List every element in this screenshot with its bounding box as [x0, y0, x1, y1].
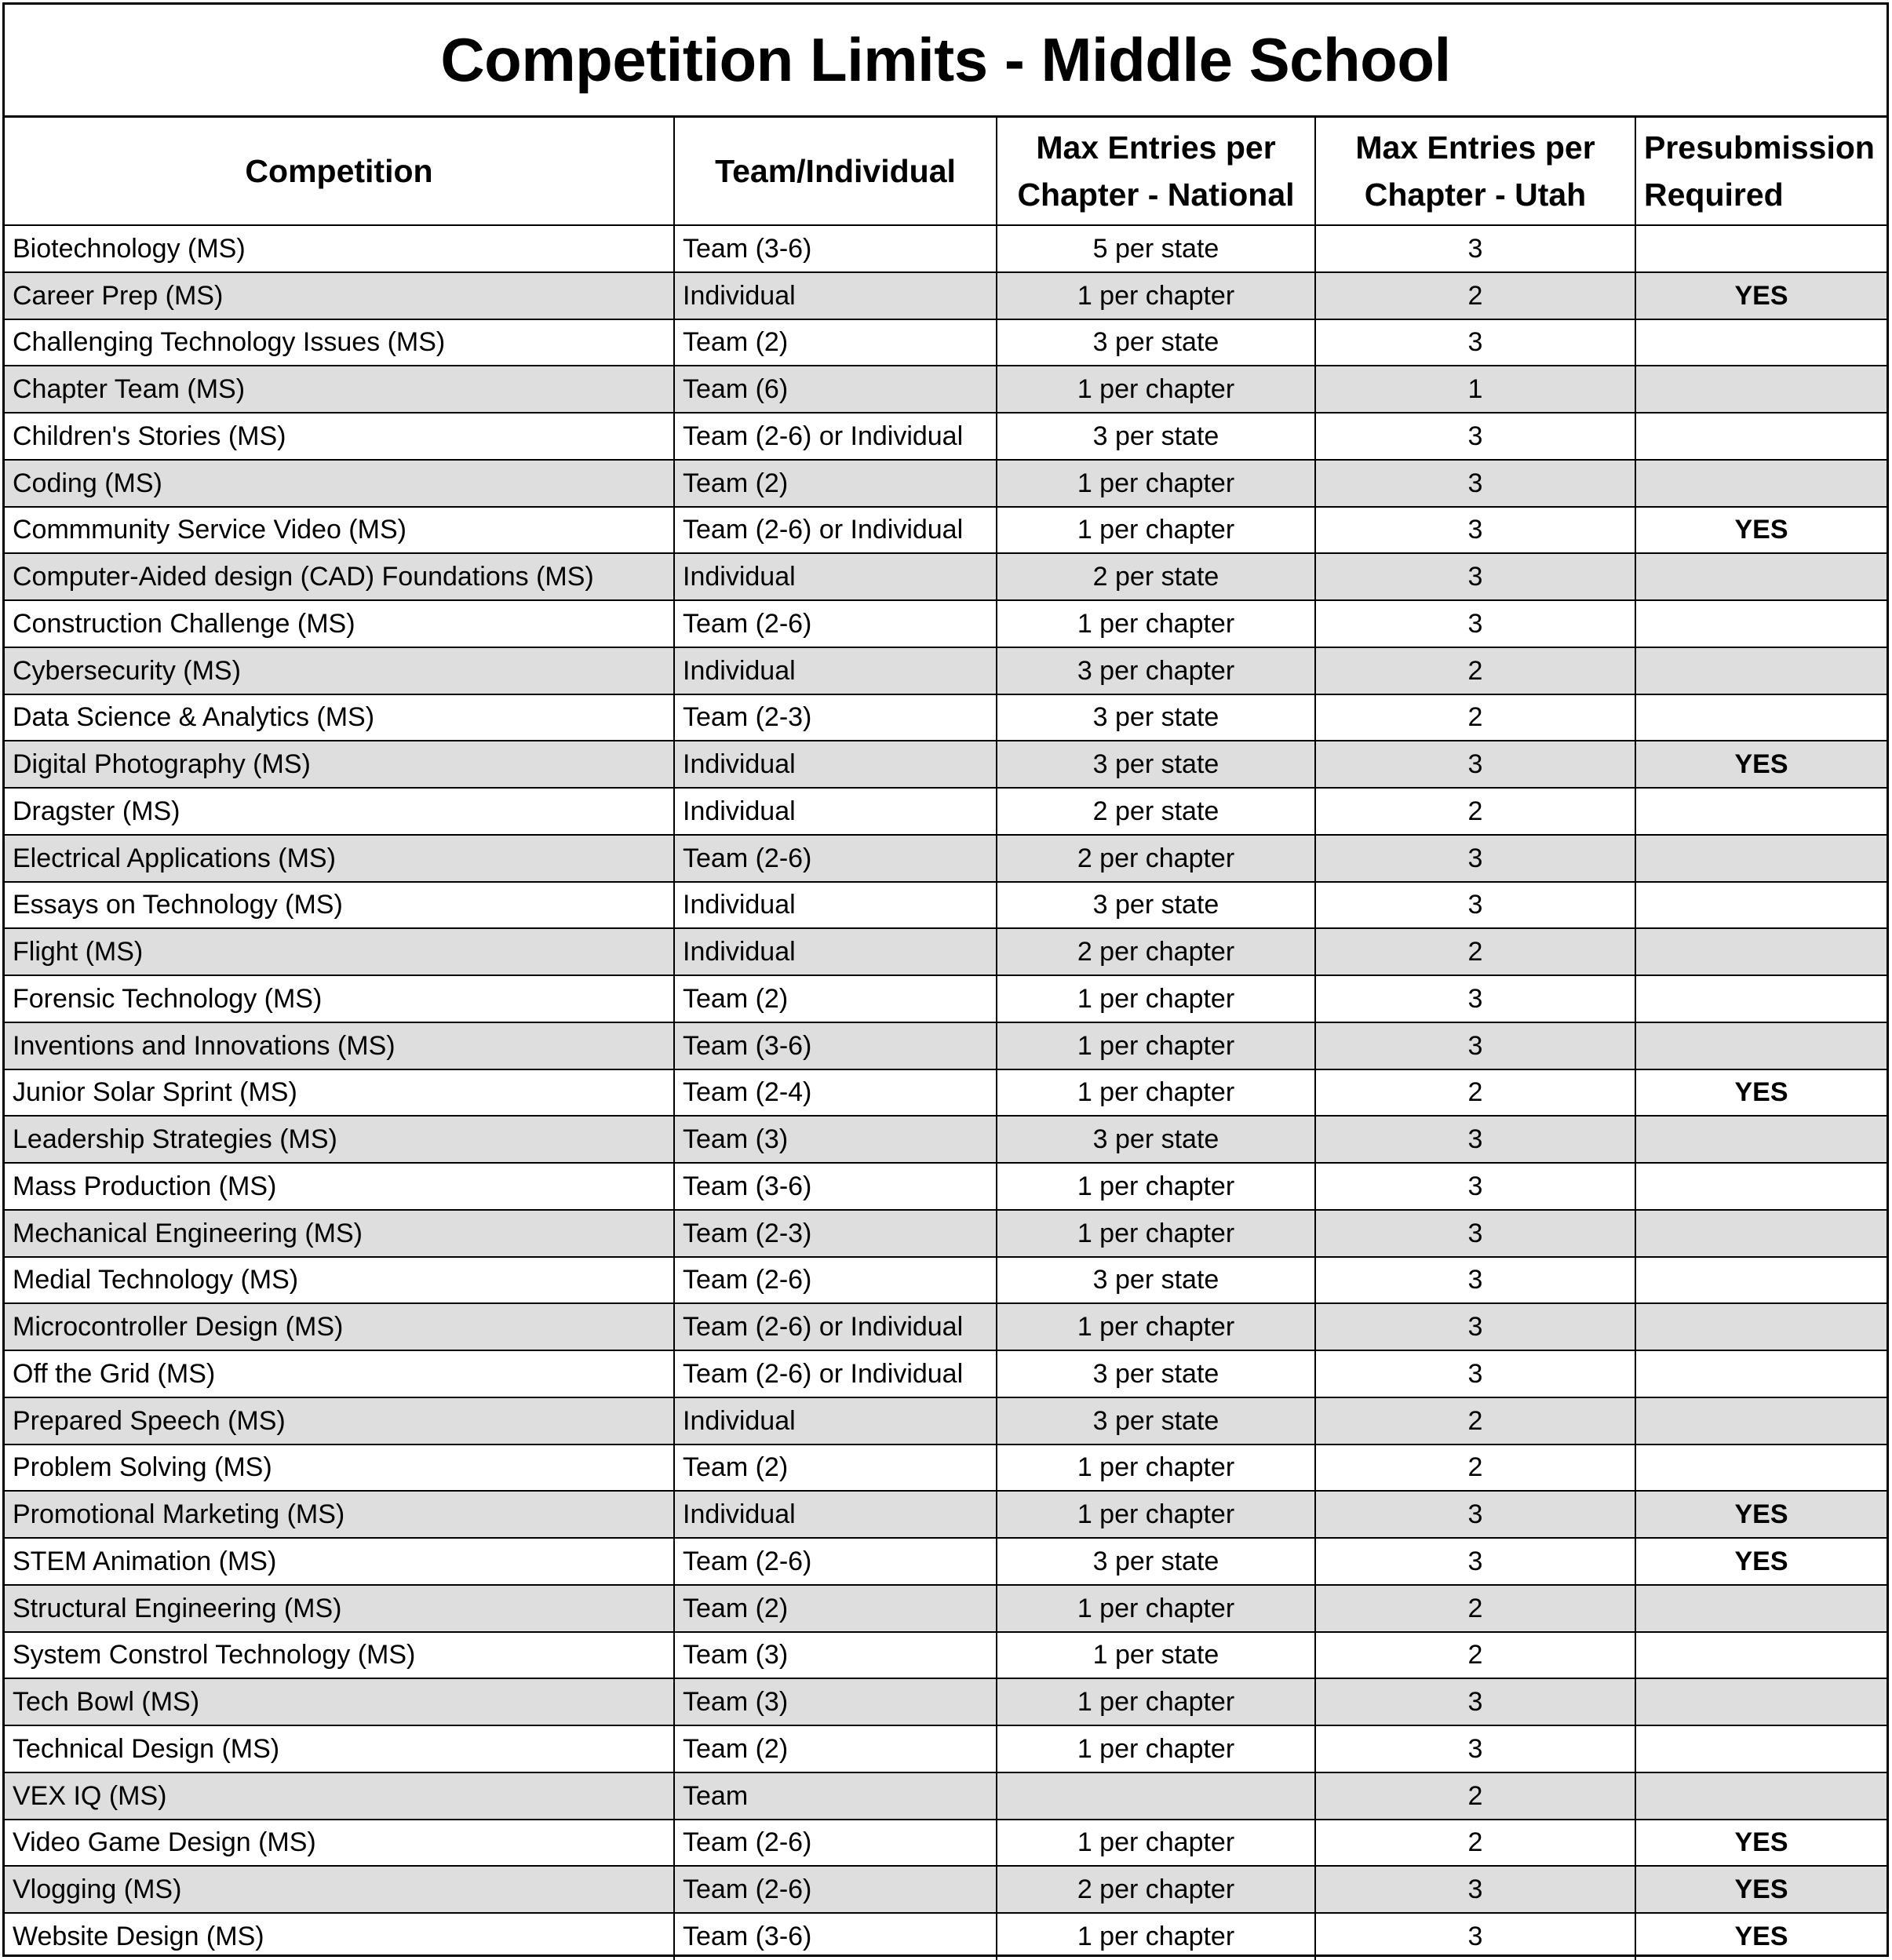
team-individual-cell: Team (2-6) — [674, 1866, 997, 1913]
team-individual-cell: Team (2-6) or Individual — [674, 1350, 997, 1397]
team-individual-cell: Team (3-6) — [674, 225, 997, 272]
table-row — [5, 600, 1887, 647]
competition-cell: Children's Stories (MS) — [5, 413, 674, 460]
max-national-cell: 1 per chapter — [997, 975, 1315, 1022]
presubmission-cell — [1635, 694, 1887, 741]
team-individual-cell: Team (2-6) — [674, 1820, 997, 1867]
page-title: Competition Limits - Middle School — [5, 5, 1887, 118]
max-utah-cell: 3 — [1315, 835, 1635, 882]
presubmission-cell: YES — [1635, 1866, 1887, 1913]
presubmission-cell — [1635, 788, 1887, 835]
table-row — [5, 413, 1887, 460]
team-individual-cell: Individual — [674, 882, 997, 929]
max-utah-cell: 3 — [1315, 1913, 1635, 1960]
max-utah-cell: 3 — [1315, 1538, 1635, 1585]
presubmission-cell — [1635, 1678, 1887, 1725]
competition-cell: Essays on Technology (MS) — [5, 882, 674, 929]
max-national-cell: 2 per chapter — [997, 928, 1315, 975]
team-individual-cell: Team (2) — [674, 319, 997, 366]
competition-cell: Dragster (MS) — [5, 788, 674, 835]
max-utah-cell: 3 — [1315, 1725, 1635, 1772]
max-utah-cell: 3 — [1315, 507, 1635, 554]
presubmission-cell — [1635, 413, 1887, 460]
team-individual-cell: Team (2-6) — [674, 1257, 997, 1304]
table-row — [5, 507, 1887, 554]
max-utah-cell: 3 — [1315, 600, 1635, 647]
presubmission-cell — [1635, 1210, 1887, 1257]
presubmission-cell: YES — [1635, 1913, 1887, 1960]
presubmission-cell — [1635, 835, 1887, 882]
competition-cell: Leadership Strategies (MS) — [5, 1116, 674, 1163]
max-national-cell: 1 per chapter — [997, 460, 1315, 507]
presubmission-cell: YES — [1635, 272, 1887, 319]
table-row — [5, 1116, 1887, 1163]
presubmission-cell — [1635, 460, 1887, 507]
competition-cell: Medial Technology (MS) — [5, 1257, 674, 1304]
presubmission-cell — [1635, 975, 1887, 1022]
team-individual-cell: Individual — [674, 928, 997, 975]
competition-cell: Forensic Technology (MS) — [5, 975, 674, 1022]
presubmission-cell — [1635, 928, 1887, 975]
column-header-competition: Competition — [5, 118, 674, 225]
presubmission-cell: YES — [1635, 741, 1887, 788]
table-body — [5, 225, 1887, 1960]
competition-cell: Technical Design (MS) — [5, 1725, 674, 1772]
presubmission-cell — [1635, 1725, 1887, 1772]
competition-cell: VEX IQ (MS) — [5, 1772, 674, 1820]
competition-cell: Career Prep (MS) — [5, 272, 674, 319]
max-utah-cell: 3 — [1315, 1350, 1635, 1397]
max-national-cell: 3 per chapter — [997, 647, 1315, 694]
table-row — [5, 1350, 1887, 1397]
max-utah-cell: 3 — [1315, 1257, 1635, 1304]
competition-cell: Flight (MS) — [5, 928, 674, 975]
max-utah-cell: 3 — [1315, 1210, 1635, 1257]
table-row — [5, 1303, 1887, 1350]
competition-table — [5, 118, 1887, 1960]
max-utah-cell: 2 — [1315, 272, 1635, 319]
max-national-cell: 2 per chapter — [997, 835, 1315, 882]
max-national-cell: 2 per state — [997, 788, 1315, 835]
team-individual-cell: Team (3) — [674, 1116, 997, 1163]
presubmission-cell: YES — [1635, 1820, 1887, 1867]
competition-cell: Construction Challenge (MS) — [5, 600, 674, 647]
max-utah-cell: 2 — [1315, 1632, 1635, 1679]
competition-cell: Structural Engineering (MS) — [5, 1585, 674, 1632]
presubmission-cell — [1635, 647, 1887, 694]
max-national-cell: 3 per state — [997, 1257, 1315, 1304]
max-national-cell: 3 per state — [997, 1538, 1315, 1585]
competition-cell: Commmunity Service Video (MS) — [5, 507, 674, 554]
competition-cell: Data Science & Analytics (MS) — [5, 694, 674, 741]
table-row — [5, 1491, 1887, 1538]
presubmission-cell — [1635, 1632, 1887, 1679]
team-individual-cell: Team (3-6) — [674, 1163, 997, 1210]
table-row — [5, 1913, 1887, 1960]
max-national-cell: 1 per chapter — [997, 1585, 1315, 1632]
max-national-cell: 3 per state — [997, 1350, 1315, 1397]
max-national-cell: 1 per chapter — [997, 507, 1315, 554]
column-header-presubmission: Presubmission Required — [1635, 118, 1887, 225]
table-row — [5, 1257, 1887, 1304]
table-row — [5, 1632, 1887, 1679]
table-row — [5, 1585, 1887, 1632]
presubmission-cell — [1635, 1257, 1887, 1304]
competition-cell: Mechanical Engineering (MS) — [5, 1210, 674, 1257]
presubmission-cell — [1635, 1350, 1887, 1397]
max-utah-cell: 3 — [1315, 882, 1635, 929]
max-national-cell: 3 per state — [997, 694, 1315, 741]
table-row — [5, 272, 1887, 319]
column-header-max-national: Max Entries per Chapter - National — [997, 118, 1315, 225]
presubmission-cell — [1635, 319, 1887, 366]
column-header-max-utah: Max Entries per Chapter - Utah — [1315, 118, 1635, 225]
presubmission-cell — [1635, 1585, 1887, 1632]
max-national-cell: 1 per chapter — [997, 1913, 1315, 1960]
table-row — [5, 1866, 1887, 1913]
max-utah-cell: 3 — [1315, 1022, 1635, 1069]
competition-cell: Video Game Design (MS) — [5, 1820, 674, 1867]
max-national-cell: 3 per state — [997, 741, 1315, 788]
team-individual-cell: Team (2) — [674, 1725, 997, 1772]
table-row — [5, 928, 1887, 975]
competition-cell: Vlogging (MS) — [5, 1866, 674, 1913]
team-individual-cell: Team (2-3) — [674, 1210, 997, 1257]
max-utah-cell: 3 — [1315, 1116, 1635, 1163]
max-national-cell: 1 per chapter — [997, 1820, 1315, 1867]
table-row — [5, 1022, 1887, 1069]
presubmission-cell — [1635, 1772, 1887, 1820]
competition-cell: Website Design (MS) — [5, 1913, 674, 1960]
max-national-cell — [997, 1772, 1315, 1820]
table-row — [5, 1210, 1887, 1257]
table-row — [5, 975, 1887, 1022]
team-individual-cell: Team (2-6) — [674, 1538, 997, 1585]
presubmission-cell — [1635, 1116, 1887, 1163]
competition-limits-sheet — [2, 2, 1889, 1957]
max-national-cell: 1 per chapter — [997, 1069, 1315, 1117]
table-row — [5, 1820, 1887, 1867]
table-row — [5, 1678, 1887, 1725]
team-individual-cell: Team (3) — [674, 1632, 997, 1679]
table-row — [5, 835, 1887, 882]
table-row — [5, 1772, 1887, 1820]
max-utah-cell: 2 — [1315, 1820, 1635, 1867]
max-national-cell: 3 per state — [997, 1116, 1315, 1163]
max-national-cell: 1 per chapter — [997, 366, 1315, 413]
competition-cell: Junior Solar Sprint (MS) — [5, 1069, 674, 1117]
table-row — [5, 553, 1887, 600]
competition-cell: Challenging Technology Issues (MS) — [5, 319, 674, 366]
table-row — [5, 1069, 1887, 1117]
max-utah-cell: 3 — [1315, 1678, 1635, 1725]
team-individual-cell: Individual — [674, 1397, 997, 1444]
team-individual-cell: Team (2) — [674, 1444, 997, 1492]
competition-cell: Problem Solving (MS) — [5, 1444, 674, 1492]
table-row — [5, 882, 1887, 929]
max-national-cell: 1 per chapter — [997, 272, 1315, 319]
team-individual-cell: Team (2) — [674, 975, 997, 1022]
max-national-cell: 1 per state — [997, 1632, 1315, 1679]
max-utah-cell: 2 — [1315, 1772, 1635, 1820]
column-header-team-individual: Team/Individual — [674, 118, 997, 225]
max-national-cell: 1 per chapter — [997, 1491, 1315, 1538]
team-individual-cell: Individual — [674, 553, 997, 600]
table-row — [5, 741, 1887, 788]
competition-cell: Chapter Team (MS) — [5, 366, 674, 413]
team-individual-cell: Team (2-3) — [674, 694, 997, 741]
presubmission-cell — [1635, 1163, 1887, 1210]
table-row — [5, 1397, 1887, 1444]
competition-cell: Off the Grid (MS) — [5, 1350, 674, 1397]
max-national-cell: 3 per state — [997, 413, 1315, 460]
presubmission-cell: YES — [1635, 507, 1887, 554]
presubmission-cell — [1635, 1022, 1887, 1069]
table-row — [5, 1444, 1887, 1492]
max-national-cell: 1 per chapter — [997, 1163, 1315, 1210]
max-utah-cell: 3 — [1315, 553, 1635, 600]
presubmission-cell: YES — [1635, 1491, 1887, 1538]
competition-cell: Cybersecurity (MS) — [5, 647, 674, 694]
max-national-cell: 1 per chapter — [997, 1725, 1315, 1772]
team-individual-cell: Team (2-6) or Individual — [674, 1303, 997, 1350]
team-individual-cell: Team — [674, 1772, 997, 1820]
max-utah-cell: 1 — [1315, 366, 1635, 413]
max-utah-cell: 3 — [1315, 1303, 1635, 1350]
presubmission-cell — [1635, 1397, 1887, 1444]
team-individual-cell: Individual — [674, 272, 997, 319]
max-utah-cell: 3 — [1315, 975, 1635, 1022]
competition-cell: Mass Production (MS) — [5, 1163, 674, 1210]
team-individual-cell: Team (6) — [674, 366, 997, 413]
competition-cell: Inventions and Innovations (MS) — [5, 1022, 674, 1069]
max-utah-cell: 2 — [1315, 647, 1635, 694]
team-individual-cell: Individual — [674, 1491, 997, 1538]
header-row — [5, 118, 1887, 225]
table-row — [5, 1725, 1887, 1772]
max-utah-cell: 3 — [1315, 1163, 1635, 1210]
max-national-cell: 3 per state — [997, 882, 1315, 929]
max-utah-cell: 2 — [1315, 788, 1635, 835]
team-individual-cell: Team (3-6) — [674, 1913, 997, 1960]
max-utah-cell: 3 — [1315, 319, 1635, 366]
competition-cell: Prepared Speech (MS) — [5, 1397, 674, 1444]
max-utah-cell: 3 — [1315, 741, 1635, 788]
max-utah-cell: 2 — [1315, 1397, 1635, 1444]
max-national-cell: 1 per chapter — [997, 1444, 1315, 1492]
presubmission-cell — [1635, 225, 1887, 272]
max-utah-cell: 3 — [1315, 1491, 1635, 1538]
table-row — [5, 1538, 1887, 1585]
team-individual-cell: Team (3-6) — [674, 1022, 997, 1069]
presubmission-cell — [1635, 1444, 1887, 1492]
max-utah-cell: 2 — [1315, 1444, 1635, 1492]
team-individual-cell: Individual — [674, 741, 997, 788]
table-row — [5, 1163, 1887, 1210]
table-row — [5, 788, 1887, 835]
competition-cell: Coding (MS) — [5, 460, 674, 507]
competition-cell: Tech Bowl (MS) — [5, 1678, 674, 1725]
max-national-cell: 1 per chapter — [997, 1303, 1315, 1350]
competition-cell: Digital Photography (MS) — [5, 741, 674, 788]
presubmission-cell: YES — [1635, 1069, 1887, 1117]
table-row — [5, 694, 1887, 741]
table-row — [5, 319, 1887, 366]
max-national-cell: 2 per state — [997, 553, 1315, 600]
team-individual-cell: Team (2) — [674, 1585, 997, 1632]
competition-cell: STEM Animation (MS) — [5, 1538, 674, 1585]
presubmission-cell: YES — [1635, 1538, 1887, 1585]
team-individual-cell: Team (2-6) — [674, 835, 997, 882]
competition-cell: Microcontroller Design (MS) — [5, 1303, 674, 1350]
table-row — [5, 225, 1887, 272]
competition-cell: Biotechnology (MS) — [5, 225, 674, 272]
max-national-cell: 5 per state — [997, 225, 1315, 272]
competition-cell: Promotional Marketing (MS) — [5, 1491, 674, 1538]
max-national-cell: 1 per chapter — [997, 600, 1315, 647]
team-individual-cell: Individual — [674, 788, 997, 835]
team-individual-cell: Team (2) — [674, 460, 997, 507]
competition-cell: System Constrol Technology (MS) — [5, 1632, 674, 1679]
team-individual-cell: Team (2-6) or Individual — [674, 413, 997, 460]
max-national-cell: 1 per chapter — [997, 1022, 1315, 1069]
max-utah-cell: 3 — [1315, 413, 1635, 460]
table-row — [5, 366, 1887, 413]
max-national-cell: 1 per chapter — [997, 1210, 1315, 1257]
presubmission-cell — [1635, 366, 1887, 413]
presubmission-cell — [1635, 553, 1887, 600]
max-utah-cell: 2 — [1315, 1069, 1635, 1117]
presubmission-cell — [1635, 882, 1887, 929]
presubmission-cell — [1635, 600, 1887, 647]
team-individual-cell: Team (3) — [674, 1678, 997, 1725]
team-individual-cell: Team (2-4) — [674, 1069, 997, 1117]
table-row — [5, 460, 1887, 507]
max-utah-cell: 2 — [1315, 694, 1635, 741]
max-national-cell: 2 per chapter — [997, 1866, 1315, 1913]
max-national-cell: 3 per state — [997, 1397, 1315, 1444]
presubmission-cell — [1635, 1303, 1887, 1350]
team-individual-cell: Individual — [674, 647, 997, 694]
competition-cell: Computer-Aided design (CAD) Foundations (MS) — [5, 553, 674, 600]
team-individual-cell: Team (2-6) or Individual — [674, 507, 997, 554]
max-utah-cell: 3 — [1315, 1866, 1635, 1913]
team-individual-cell: Team (2-6) — [674, 600, 997, 647]
max-utah-cell: 2 — [1315, 928, 1635, 975]
max-utah-cell: 2 — [1315, 1585, 1635, 1632]
max-national-cell: 3 per state — [997, 319, 1315, 366]
max-utah-cell: 3 — [1315, 460, 1635, 507]
max-national-cell: 1 per chapter — [997, 1678, 1315, 1725]
max-utah-cell: 3 — [1315, 225, 1635, 272]
competition-cell: Electrical Applications (MS) — [5, 835, 674, 882]
table-row — [5, 647, 1887, 694]
